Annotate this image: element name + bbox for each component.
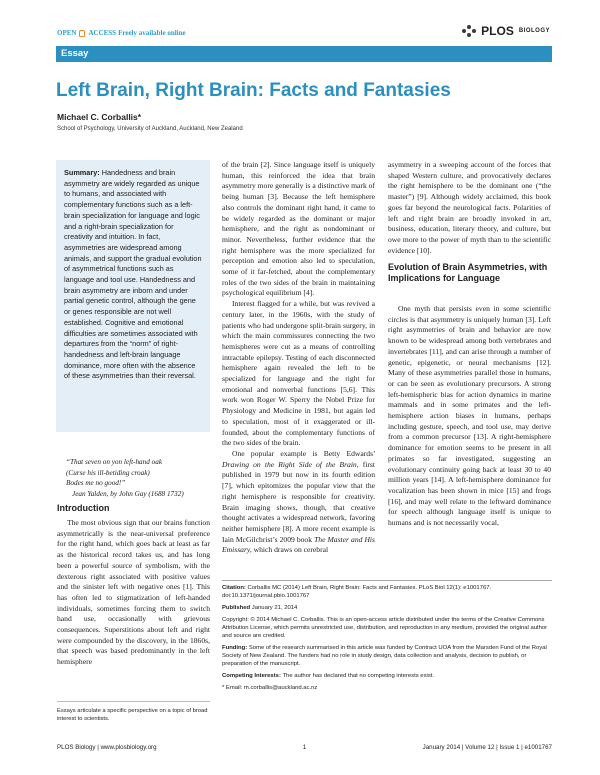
freely-available-text: Freely available online	[118, 29, 186, 37]
open-access-label	[57, 29, 186, 37]
published-label: Published	[222, 605, 251, 611]
epigraph	[66, 457, 206, 499]
author-affiliation: School of Psychology, University of Auckland, Auckland, New Zealand	[57, 126, 243, 132]
text-run: which draws on cerebral	[253, 545, 329, 555]
paragraph	[222, 449, 375, 556]
column-2-text	[222, 160, 375, 556]
summary-text: Handedness and brain asymmetry are widely regarded as unique to humans, and associated with complementary functions such as a left-brain specialization for language and logic and a right-brain specialization for creativity and intuition. In fact, asymmetries are widespread among animals, and support the gradual evolution of asymmetrical functions such as language and tool use. Handedness and brain asymmetry are inborn and under partial genetic control, although the gene or genes responsible are not well established. Cognitive and emotional difficulties are sometimes associated with departures from the “norm” of right-handedness and left-brain language dominance, more often with the absence of these asymmetries than their reversal.	[64, 168, 202, 381]
citation-row	[222, 584, 552, 600]
column-3b-text	[388, 304, 551, 529]
section-label-bar: Essay	[56, 46, 552, 62]
competing-row	[222, 672, 552, 680]
competing-text: The author has declared that no competing interests exist.	[282, 673, 435, 679]
paragraph: asymmetry in a sweeping account of the forces that shaped Western culture, and provocatively declares the right hemisphere to be the dominant one (“the master”) [9]. Although widely acclaimed, this book goes far beyond the neurological facts. Polarities of left and right brain are broadly invoked in art, business, education, literary theory, and culture, but owe more to the power of myth than to the scientific evidence [10].	[388, 160, 551, 255]
epigraph-line: Bodes me no good!”	[66, 479, 126, 488]
paragraph: The most obvious sign that our brains function asymmetrically is the near-universal preference for the right hand, which goes back at least as far as the historical record takes us, and has long been a powerful source of symbolism, with the dexterous right associated with positive values and the sinister left with negative ones [1]. This has often led to stigmatization of left-handed individuals, sometimes forcing them to switch hand use, occasionally with grievous consequences. Superstitions about left and right were compounded by the discovery, in the 1860s, that speech was based predominantly in the left hemisphere	[57, 518, 210, 667]
open-text: OPEN	[57, 29, 77, 37]
citation-text: Corballis MC (2014) Left Brain, Right Brain: Facts and Fantasies. PLoS Biol 12(1): e1001767. doi:10.1371/journal.pbio.1001767	[222, 585, 492, 599]
summary-label: Summary:	[64, 168, 100, 177]
column-3-text	[388, 160, 551, 256]
article-title: Left Brain, Right Brain: Facts and Fantasies	[56, 80, 451, 101]
summary-box	[56, 160, 210, 432]
evolution-heading: Evolution of Brain Asymmetries, with Implications for Language	[388, 262, 548, 283]
text-run: first published in 1979 but now in its fourth edition [7], which epitomizes the popular view that the right hemisphere is responsible for creativity. Brain imaging shows, though, that creative thought activates a widespread network, favoring neither hemisphere [8]. A more recent example is Iain McGilchrist’s 2009 book	[222, 459, 375, 544]
plos-wordmark: PLOS	[481, 24, 514, 38]
epigraph-source: Jean Yalden, by John Gay (1688 1732)	[72, 489, 184, 498]
biology-wordmark: BIOLOGY	[518, 28, 550, 34]
published-date: January 21, 2014	[251, 605, 298, 611]
author-name: Michael C. Corballis*	[57, 112, 142, 122]
book-title: Drawing on the Right Side of the Brain,	[222, 459, 359, 469]
published-row	[222, 604, 552, 612]
footer-issue: January 2014 | Volume 12 | Issue 1 | e1001767	[422, 744, 552, 751]
open-lock-icon	[79, 30, 85, 37]
page-footer	[57, 744, 552, 751]
epigraph-line: (Curse his ill-betiding croak)	[66, 468, 150, 477]
column-1-text	[57, 518, 210, 668]
footer-journal: PLOS Biology | www.plosbiology.org	[57, 744, 157, 751]
funding-text: Some of the research summarised in this article was funded by Contract UOA from the Marsden Fund of the Royal Society of New Zealand. The funders had no role in study design, data collection and analysis, decision to publish, or preparation of the manuscript.	[222, 645, 547, 667]
paragraph: One myth that persists even in some scientific circles is that asymmetry is uniquely human [3]. Left right asymmetries of brain and behavior are now known to be widespread among both vertebrates and invertebrates [11], and can arise through a number of genetic, epigenetic, or neural mechanisms [12]. Many of these asymmetries parallel those in humans, or can be seen as evolutionary precursors. A strong left-hemispheric bias for action dynamics in marine mammals and in some primates and the left-hemisphere action biases in humans, perhaps including gesture, speech, and tool use, may derive from a common precursor [13]. A right-hemisphere dominance for emotion seems to be present in all primates so far investigated, suggesting an evolutionary continuity going back at least 30 to 40 million years [14]. A left-hemisphere dominance for vocalization has been shown in mice [15] and frogs [16], and may well relate to the leftward dominance for speech although language itself is unique to humans and is not necessarily vocal,	[388, 304, 551, 528]
citation-label: Citation:	[222, 585, 246, 591]
article-info-box	[222, 580, 552, 696]
paragraph: Interest flagged for a while, but was revived a century later, in the 1960s, with the study of patients who had undergone split-brain surgery, in which the main commissures connecting the two hemispheres were cut as a means of controlling intractable epilepsy. Testing of each disconnected hemisphere again revealed the left to be specialized for language and the right for emotional and nonverbal functions [5,6]. This work won Roger W. Sperry the Nobel Prize for Physiology and Medicine in 1981, but again led to speculation, most of it exaggerated or ill-founded, about the complementary functions of the two sides of the brain.	[222, 299, 375, 448]
epigraph-line: “That seven on yon left-hand oak	[66, 458, 163, 466]
plos-dots-icon	[462, 25, 478, 37]
text-run: One popular example is Betty Edwards’	[232, 448, 375, 458]
essay-footnote: Essays articulate a specific perspective on a topic of broad interest to scientists.	[57, 701, 210, 723]
email-row[interactable]: * Email: m.corballis@auckland.ac.nz	[222, 685, 318, 691]
competing-label: Competing Interests:	[222, 673, 281, 679]
access-text: ACCESS	[88, 29, 117, 37]
paragraph: of the brain [2]. Since language itself is uniquely human, this reinforced the idea that brain asymmetry more generally is a distinctive mark of being human [3]. Because the left hemisphere also controls the dominant right hand, it came to be widely regarded as the dominant or major hemisphere, and the right as nondominant or minor. Nevertheless, further evidence that the right hemisphere was the more specialized for perception and emotion also led to speculation, some of it far-fetched, about the complementary roles of the two sides of the brain in maintaining psychological equilibrium [4].	[222, 160, 375, 298]
page-number: 1	[302, 744, 307, 751]
introduction-heading: Introduction	[57, 503, 110, 513]
plos-biology-logo	[462, 24, 550, 38]
book-title: The Master and His Emissary,	[222, 534, 375, 555]
copyright-row: Copyright: © 2014 Michael C. Corballis. This is an open-access article distributed under the terms of the Creative Commons Attribution License, which permits unrestricted use, distribution, and reproduction in any medium, provided the original author and source are credited.	[222, 617, 548, 639]
funding-label: Funding:	[222, 645, 248, 651]
funding-row	[222, 644, 552, 668]
